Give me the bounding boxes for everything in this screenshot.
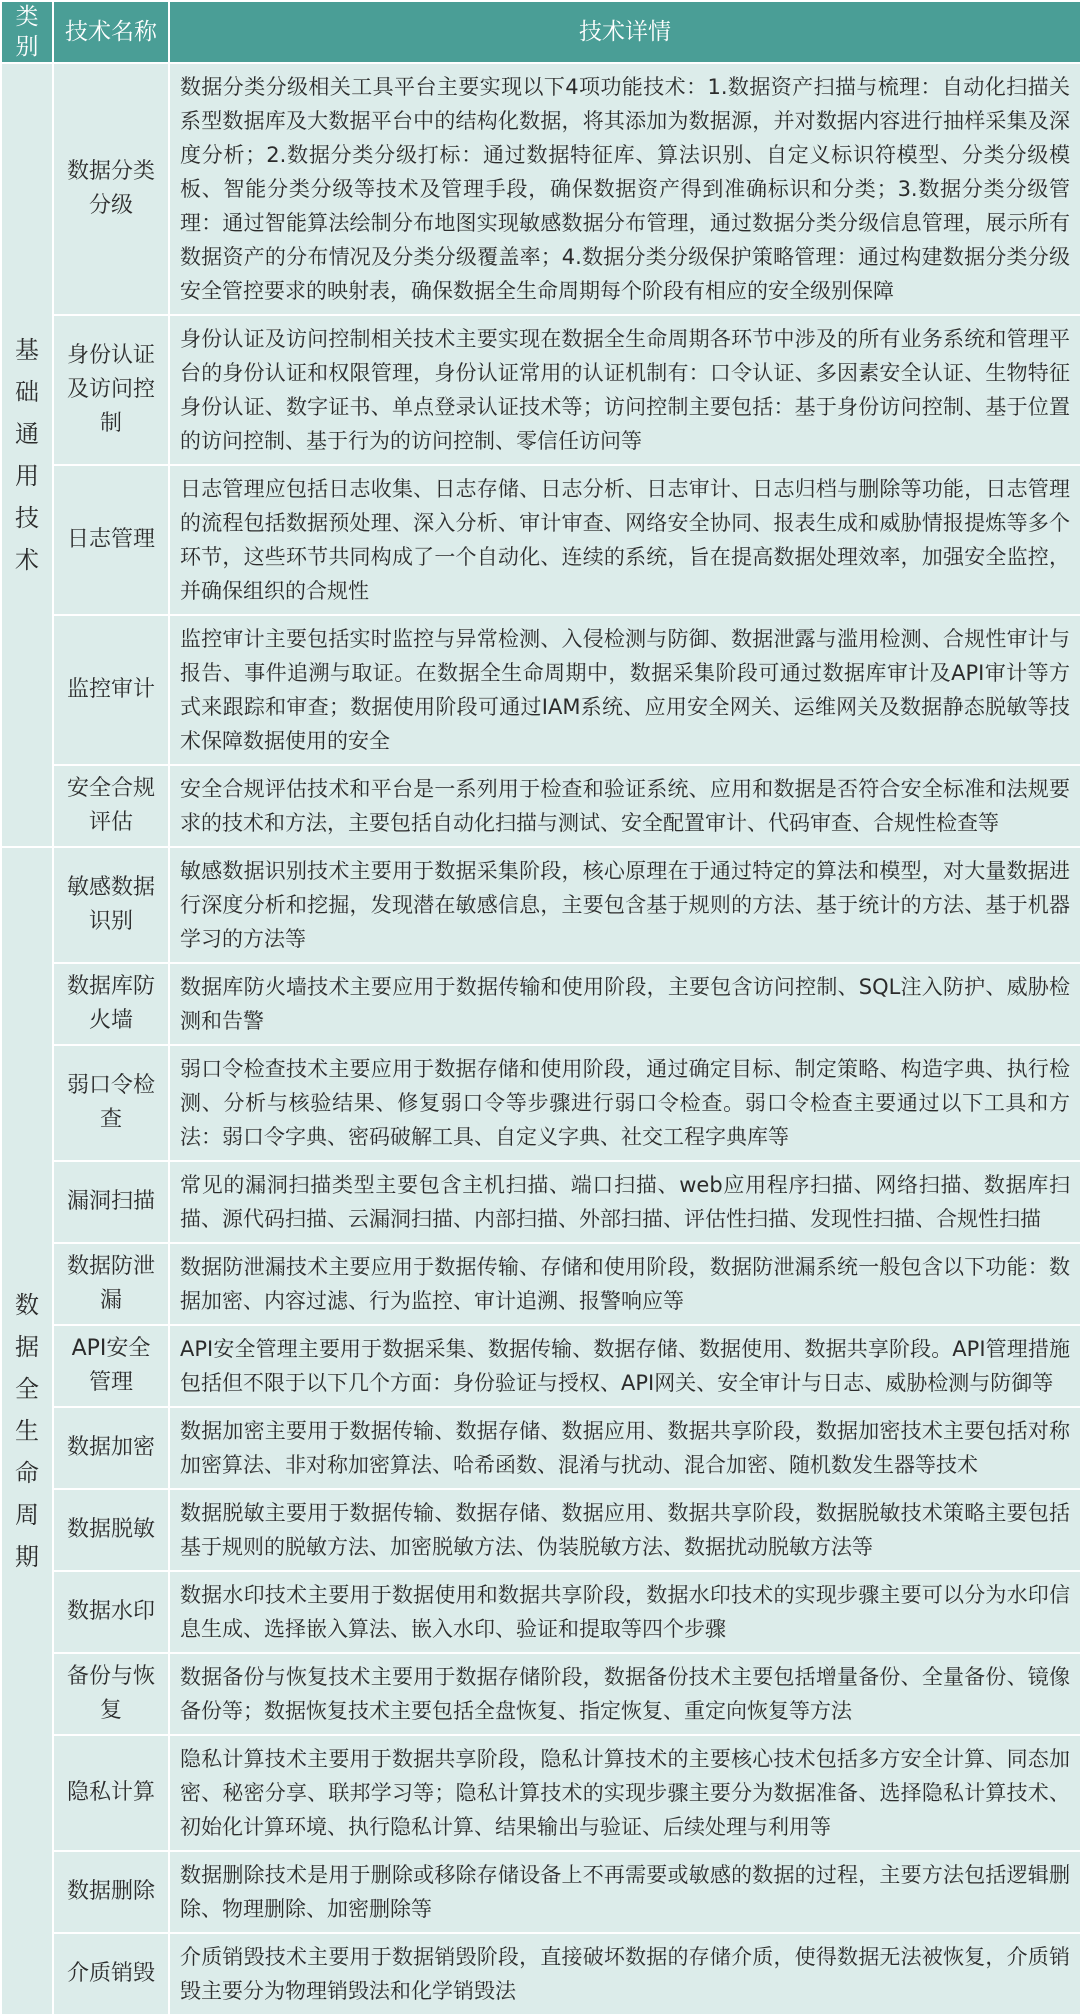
table-row [1, 963, 1080, 1045]
tech-name-cell [53, 847, 169, 963]
tech-detail: 数据删除技术是用于删除或移除存储设备上不再需要或敏感的数据的过程，主要方法包括逻辑删除、物理删除、加密删除等 [169, 1851, 1080, 1933]
header-category: 类别 [1, 1, 53, 63]
header-row [1, 1, 1080, 63]
tech-detail: 数据分类分级相关工具平台主要实现以下4项功能技术：1.数据资产扫描与梳理：自动化扫描关系型数据库及大数据平台中的结构化数据，将其添加为数据源，并对数据内容进行抽样采集及深度分析；2.数据分类分级打标：通过数据特征库、算法识别、自定义标识符模型、分类分级模板、智能分类分级等技术及管理手段，确保数据资产得到准确标识和分类；3.数据分类分级管理：通过智能算法绘制分布地图实现敏感数据分布管理，通过数据分类分级信息管理，展示所有数据资产的分布情况及分类分级覆盖率；4.数据分类分级保护策略管理：通过构建数据分类分级安全管控要求的映射表，确保数据全生命周期每个阶段有相应的安全级别保障 [169, 63, 1080, 315]
tech-detail: 数据备份与恢复技术主要用于数据存储阶段，数据备份技术主要包括增量备份、全量备份、镜像备份等；数据恢复技术主要包括全盘恢复、指定恢复、重定向恢复等方法 [169, 1653, 1080, 1735]
table-row [1, 765, 1080, 847]
tech-name: 数据防泄漏 [66, 1254, 155, 1313]
tech-name-cell [53, 1325, 169, 1407]
tech-name-cell [53, 1735, 169, 1851]
tech-name-cell [53, 1243, 169, 1325]
tech-name-cell [53, 1161, 169, 1243]
tech-name: API安全管理 [71, 1336, 151, 1395]
tech-name-cell [53, 1933, 169, 2015]
tech-name: 数据分类分级 [66, 159, 155, 218]
tech-name: 数据脱敏 [66, 1517, 155, 1542]
tech-name: 数据库防火墙 [66, 974, 155, 1033]
header-detail: 技术详情 [169, 1, 1080, 63]
category-label: 基础通用技术 [15, 336, 39, 574]
table-row [1, 1851, 1080, 1933]
tech-detail: 监控审计主要包括实时监控与异常检测、入侵检测与防御、数据泄露与滥用检测、合规性审计与报告、事件追溯与取证。在数据全生命周期中，数据采集阶段可通过数据库审计及API审计等方式来跟踪和审查；数据使用阶段可通过IAM系统、应用安全网关、运维网关及数据静态脱敏等技术保障数据使用的安全 [169, 615, 1080, 765]
table-row [1, 1653, 1080, 1735]
tech-name: 监控审计 [66, 677, 155, 702]
table-row [1, 847, 1080, 963]
tech-detail: 身份认证及访问控制相关技术主要实现在数据全生命周期各环节中涉及的所有业务系统和管理平台的身份认证和权限管理，身份认证常用的认证机制有：口令认证、多因素安全认证、生物特征身份认证、数字证书、单点登录认证技术等；访问控制主要包括：基于身份访问控制、基于位置的访问控制、基于行为的访问控制、零信任访问等 [169, 315, 1080, 465]
tech-detail: 隐私计算技术主要用于数据共享阶段，隐私计算技术的主要核心技术包括多方安全计算、同态加密、秘密分享、联邦学习等；隐私计算技术的实现步骤主要分为数据准备、选择隐私计算技术、初始化计算环境、执行隐私计算、结果输出与验证、后续处理与利用等 [169, 1735, 1080, 1851]
tech-detail: 日志管理应包括日志收集、日志存储、日志分析、日志审计、日志归档与删除等功能，日志管理的流程包括数据预处理、深入分析、审计审查、网络安全协同、报表生成和威胁情报提炼等多个环节，这些环节共同构成了一个自动化、连续的系统，旨在提高数据处理效率，加强安全监控，并确保组织的合规性 [169, 465, 1080, 615]
tech-name: 日志管理 [66, 527, 155, 552]
tech-name: 漏洞扫描 [66, 1189, 155, 1214]
tech-detail: 数据水印技术主要用于数据使用和数据共享阶段，数据水印技术的实现步骤主要可以分为水印信息生成、选择嵌入算法、嵌入水印、验证和提取等四个步骤 [169, 1571, 1080, 1653]
tech-name: 身份认证及访问控制 [66, 343, 155, 436]
tech-detail: 弱口令检查技术主要应用于数据存储和使用阶段，通过确定目标、制定策略、构造字典、执行检测、分析与核验结果、修复弱口令等步骤进行弱口令检查。弱口令检查主要通过以下工具和方法：弱口令字典、密码破解工具、自定义字典、社交工程字典库等 [169, 1045, 1080, 1161]
table-row [1, 1045, 1080, 1161]
tech-detail: 敏感数据识别技术主要用于数据采集阶段，核心原理在于通过特定的算法和模型，对大量数据进行深度分析和挖掘，发现潜在敏感信息，主要包含基于规则的方法、基于统计的方法、基于机器学习的方法等 [169, 847, 1080, 963]
tech-detail: 介质销毁技术主要用于数据销毁阶段，直接破坏数据的存储介质，使得数据无法被恢复，介质销毁主要分为物理销毁法和化学销毁法 [169, 1933, 1080, 2015]
tech-detail: 常见的漏洞扫描类型主要包含主机扫描、端口扫描、web应用程序扫描、网络扫描、数据库扫描、源代码扫描、云漏洞扫描、内部扫描、外部扫描、评估性扫描、发现性扫描、合规性扫描 [169, 1161, 1080, 1243]
tech-name-cell [53, 1045, 169, 1161]
tech-name: 数据加密 [66, 1435, 155, 1460]
table-row [1, 1161, 1080, 1243]
tech-detail: 安全合规评估技术和平台是一系列用于检查和验证系统、应用和数据是否符合安全标准和法规要求的技术和方法，主要包括自动化扫描与测试、安全配置审计、代码审查、合规性检查等 [169, 765, 1080, 847]
category-label: 数据全生命周期 [15, 1291, 39, 1571]
table-row [1, 1489, 1080, 1571]
category-cell [1, 847, 53, 2015]
tech-detail: 数据脱敏主要用于数据传输、数据存储、数据应用、数据共享阶段，数据脱敏技术策略主要包括基于规则的脱敏方法、加密脱敏方法、伪装脱敏方法、数据扰动脱敏方法等 [169, 1489, 1080, 1571]
table-row [1, 1735, 1080, 1851]
tech-name: 隐私计算 [66, 1780, 155, 1805]
table-row [1, 1325, 1080, 1407]
tech-name: 数据删除 [66, 1879, 155, 1904]
tech-name: 敏感数据识别 [66, 875, 155, 934]
tech-name-cell [53, 1407, 169, 1489]
table-body [1, 63, 1080, 2015]
tech-name: 数据水印 [66, 1599, 155, 1624]
tech-detail: 数据防泄漏技术主要应用于数据传输、存储和使用阶段，数据防泄漏系统一般包含以下功能：数据加密、内容过滤、行为监控、审计追溯、报警响应等 [169, 1243, 1080, 1325]
tech-name-cell [53, 465, 169, 615]
table-row [1, 1571, 1080, 1653]
tech-detail: 数据加密主要用于数据传输、数据存储、数据应用、数据共享阶段，数据加密技术主要包括对称加密算法、非对称加密算法、哈希函数、混淆与扰动、混合加密、随机数发生器等技术 [169, 1407, 1080, 1489]
table-row [1, 1407, 1080, 1489]
tech-name-cell [53, 1851, 169, 1933]
tech-name-cell [53, 963, 169, 1045]
table-row [1, 63, 1080, 315]
tech-detail: API安全管理主要用于数据采集、数据传输、数据存储、数据使用、数据共享阶段。API管理措施包括但不限于以下几个方面：身份验证与授权、API网关、安全审计与日志、威胁检测与防御等 [169, 1325, 1080, 1407]
tech-name: 弱口令检查 [66, 1073, 155, 1132]
table-row [1, 1933, 1080, 2015]
tech-detail: 数据库防火墙技术主要应用于数据传输和使用阶段，主要包含访问控制、SQL注入防护、威胁检测和告警 [169, 963, 1080, 1045]
tech-name: 介质销毁 [66, 1961, 155, 1986]
category-cell [1, 63, 53, 847]
header-name: 技术名称 [53, 1, 169, 63]
tech-name-cell [53, 765, 169, 847]
tech-name-cell [53, 315, 169, 465]
table-row [1, 315, 1080, 465]
tech-name-cell [53, 615, 169, 765]
tech-name-cell [53, 63, 169, 315]
table-row [1, 1243, 1080, 1325]
tech-name-cell [53, 1653, 169, 1735]
tech-name: 安全合规评估 [66, 776, 155, 835]
table-row [1, 465, 1080, 615]
tech-name: 备份与恢复 [66, 1664, 155, 1723]
tech-name-cell [53, 1571, 169, 1653]
tech-name-cell [53, 1489, 169, 1571]
table-row [1, 615, 1080, 765]
